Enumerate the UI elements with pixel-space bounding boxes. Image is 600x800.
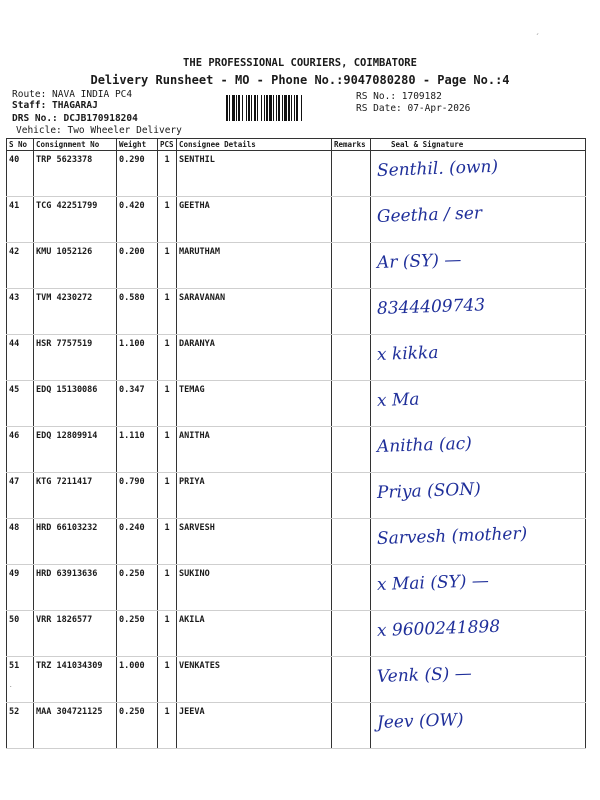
weight-cell: 0.250 <box>117 703 158 749</box>
consignment-cell: EDQ 15130086 <box>34 381 117 427</box>
sno-cell: 47 <box>7 473 34 519</box>
vehicle-text: Vehicle: Two Wheeler Delivery <box>16 125 182 136</box>
weight-cell: 0.240 <box>117 519 158 565</box>
remarks-cell <box>332 519 371 565</box>
signature-cell <box>371 611 586 657</box>
signature-cell <box>371 473 586 519</box>
stray-mark: ˙ <box>8 686 14 696</box>
weight-cell: 0.290 <box>117 151 158 197</box>
sno-cell: 41 <box>7 197 34 243</box>
signature-cell <box>371 151 586 197</box>
remarks-cell <box>332 427 371 473</box>
table-row <box>7 289 586 335</box>
consignee-cell: DARANYA <box>177 335 332 381</box>
sno-cell: 43 <box>7 289 34 335</box>
pcs-cell: 1 <box>158 381 177 427</box>
handwritten-signature: Jeev (OW) <box>376 709 464 733</box>
consignment-cell: VRR 1826577 <box>34 611 117 657</box>
sno-cell: 52 <box>7 703 34 749</box>
pcs-cell: 1 <box>158 243 177 289</box>
weight-cell: 0.200 <box>117 243 158 289</box>
weight-cell: 0.790 <box>117 473 158 519</box>
remarks-cell <box>332 151 371 197</box>
signature-cell <box>371 657 586 703</box>
pcs-cell: 1 <box>158 611 177 657</box>
table-row <box>7 335 586 381</box>
barcode-bar <box>302 95 303 121</box>
handwritten-signature: x kikka <box>376 342 439 365</box>
weight-cell: 1.110 <box>117 427 158 473</box>
handwritten-signature: Priya (SON) <box>376 479 482 503</box>
consignee-cell: JEEVA <box>177 703 332 749</box>
consignee-cell: TEMAG <box>177 381 332 427</box>
sno-cell: 50 <box>7 611 34 657</box>
signature-cell <box>371 703 586 749</box>
header-consignment: Consignment No <box>34 139 117 151</box>
handwritten-signature: 8344409743 <box>376 295 486 319</box>
handwritten-signature: x 9600241898 <box>376 616 501 641</box>
table-row <box>7 243 586 289</box>
signature-cell <box>371 289 586 335</box>
signature-cell <box>371 565 586 611</box>
table-row <box>7 611 586 657</box>
pcs-cell: 1 <box>158 427 177 473</box>
handwritten-signature: Venk (S) — <box>376 663 473 687</box>
handwritten-signature: Senthil. (own) <box>376 156 499 181</box>
consignee-cell: AKILA <box>177 611 332 657</box>
rs-date: RS Date: 07-Apr-2026 <box>356 103 471 114</box>
table-row <box>7 519 586 565</box>
weight-cell: 0.347 <box>117 381 158 427</box>
signature-cell <box>371 243 586 289</box>
consignee-cell: PRIYA <box>177 473 332 519</box>
runsheet-table <box>6 138 586 749</box>
sno-cell: 40 <box>7 151 34 197</box>
pcs-cell: 1 <box>158 473 177 519</box>
consignee-cell: MARUTHAM <box>177 243 332 289</box>
sno-cell: 51 <box>7 657 34 703</box>
pcs-cell: 1 <box>158 197 177 243</box>
consignment-cell: TRP 5623378 <box>34 151 117 197</box>
handwritten-signature: Sarvesh (mother) <box>376 523 528 549</box>
remarks-cell <box>332 243 371 289</box>
consignment-cell: KTG 7211417 <box>34 473 117 519</box>
barcode <box>226 95 350 121</box>
route-text: Route: NAVA INDIA PC4 <box>12 89 133 100</box>
sno-cell: 46 <box>7 427 34 473</box>
signature-cell <box>371 519 586 565</box>
consignment-cell: TCG 42251799 <box>34 197 117 243</box>
table-row <box>7 565 586 611</box>
handwritten-signature: Geetha / ser <box>376 203 483 227</box>
pcs-cell: 1 <box>158 657 177 703</box>
table-row <box>7 703 586 749</box>
weight-cell: 0.250 <box>117 611 158 657</box>
consignment-cell: HSR 7757519 <box>34 335 117 381</box>
handwritten-signature: Ar (SY) — <box>376 250 462 273</box>
drs-number: DRS No.: DCJB170918204 <box>12 113 138 124</box>
consignee-cell: SARAVANAN <box>177 289 332 335</box>
remarks-cell <box>332 611 371 657</box>
sno-cell: 45 <box>7 381 34 427</box>
sno-cell: 49 <box>7 565 34 611</box>
table-row <box>7 427 586 473</box>
consignee-cell: ANITHA <box>177 427 332 473</box>
remarks-cell <box>332 197 371 243</box>
consignment-cell: TVM 4230272 <box>34 289 117 335</box>
table-row <box>7 151 586 197</box>
sno-cell: 48 <box>7 519 34 565</box>
document-title: THE PROFESSIONAL COURIERS, COIMBATORE <box>183 57 417 69</box>
weight-cell: 1.000 <box>117 657 158 703</box>
signature-cell <box>371 335 586 381</box>
remarks-cell <box>332 703 371 749</box>
remarks-cell <box>332 473 371 519</box>
rs-number: RS No.: 1709182 <box>356 91 442 102</box>
staff-text: Staff: THAGARAJ <box>12 100 98 111</box>
handwritten-signature: x Ma <box>376 389 420 411</box>
weight-cell: 0.420 <box>117 197 158 243</box>
table-row <box>7 657 586 703</box>
consignee-cell: SENTHIL <box>177 151 332 197</box>
header-sno: S No <box>7 139 34 151</box>
header-weight: Weight <box>117 139 158 151</box>
consignment-cell: EDQ 12809914 <box>34 427 117 473</box>
remarks-cell <box>332 381 371 427</box>
remarks-cell <box>332 565 371 611</box>
signature-cell <box>371 197 586 243</box>
sno-cell: 42 <box>7 243 34 289</box>
document-subtitle: Delivery Runsheet - MO - Phone No.:9047080280 - Page No.:4 <box>90 73 510 87</box>
consignment-cell: KMU 1052126 <box>34 243 117 289</box>
signature-cell <box>371 381 586 427</box>
remarks-cell <box>332 657 371 703</box>
pcs-cell: 1 <box>158 703 177 749</box>
header-consignee-details: Consignee Details <box>177 139 332 151</box>
consignee-cell: SUKINO <box>177 565 332 611</box>
stray-mark: ˊ <box>536 33 539 43</box>
weight-cell: 1.100 <box>117 335 158 381</box>
sno-cell: 44 <box>7 335 34 381</box>
handwritten-signature: x Mai (SY) — <box>376 571 490 595</box>
table-row <box>7 473 586 519</box>
handwritten-signature: Anitha (ac) <box>376 433 473 457</box>
consignee-cell: GEETHA <box>177 197 332 243</box>
pcs-cell: 1 <box>158 565 177 611</box>
consignment-cell: TRZ 141034309 <box>34 657 117 703</box>
pcs-cell: 1 <box>158 519 177 565</box>
header-remarks: Remarks <box>332 139 371 151</box>
weight-cell: 0.580 <box>117 289 158 335</box>
table-row <box>7 197 586 243</box>
consignment-cell: HRD 66103232 <box>34 519 117 565</box>
header-pcs: PCS <box>158 139 177 151</box>
weight-cell: 0.250 <box>117 565 158 611</box>
consignee-cell: SARVESH <box>177 519 332 565</box>
remarks-cell <box>332 289 371 335</box>
table-row <box>7 381 586 427</box>
consignment-cell: MAA 304721125 <box>34 703 117 749</box>
remarks-cell <box>332 335 371 381</box>
header-seal-signature: Seal & Signature <box>371 139 586 151</box>
pcs-cell: 1 <box>158 289 177 335</box>
consignee-cell: VENKATES <box>177 657 332 703</box>
pcs-cell: 1 <box>158 335 177 381</box>
pcs-cell: 1 <box>158 151 177 197</box>
table-header-row <box>7 139 586 151</box>
signature-cell <box>371 427 586 473</box>
consignment-cell: HRD 63913636 <box>34 565 117 611</box>
